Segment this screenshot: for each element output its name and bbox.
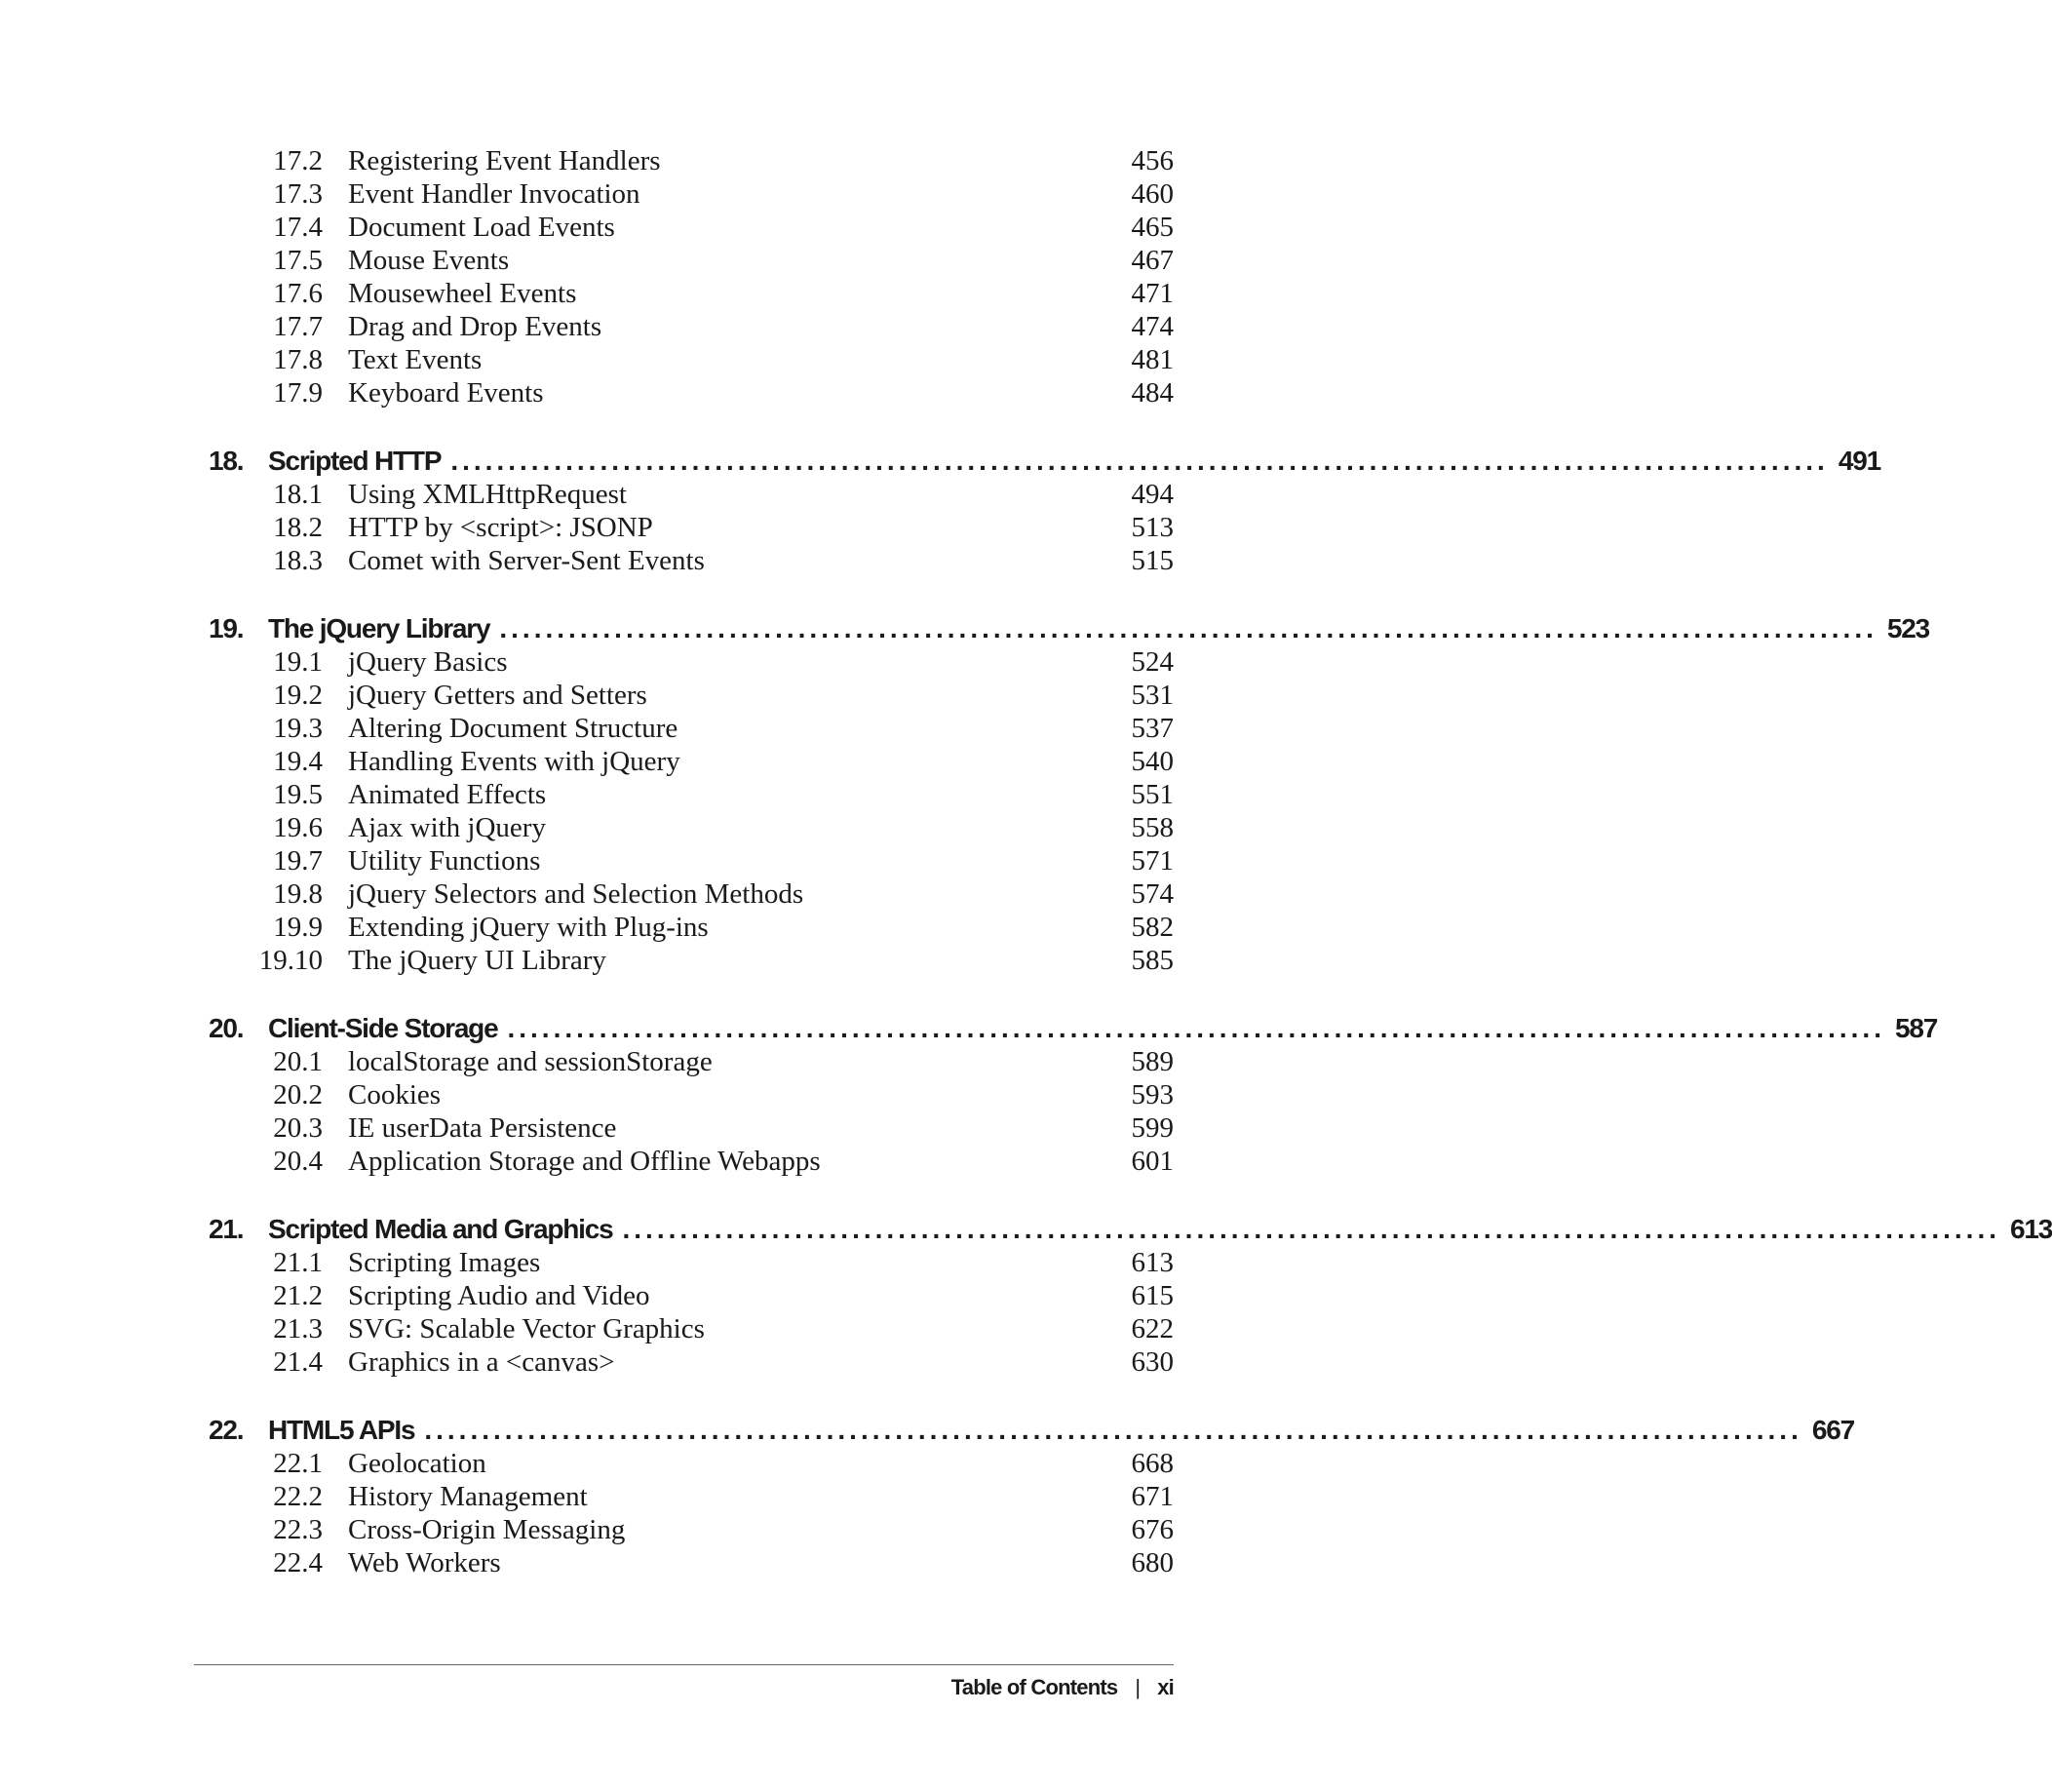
section-number: 17.3: [273, 178, 323, 210]
section-title: Comet with Server-Sent Events: [348, 545, 705, 576]
section-number: 21.4: [273, 1346, 323, 1378]
toc-section-row: [209, 1145, 1174, 1178]
section-title: Graphics in a <canvas>: [348, 1346, 615, 1378]
section-title: Animated Effects: [348, 779, 547, 810]
section-title: HTTP by <script>: JSONP: [348, 512, 653, 543]
table-of-contents: [209, 144, 2052, 1579]
toc-section-row: [209, 1045, 1174, 1078]
section-page-number: 467: [1131, 245, 1174, 276]
section-title: Text Events: [348, 344, 483, 375]
footer-separator: |: [1135, 1675, 1141, 1699]
toc-section-row: [209, 144, 1174, 177]
dot-leader: ........................................................................................................................: [499, 613, 1878, 643]
section-page-number: 680: [1131, 1547, 1174, 1578]
toc-section-row: [209, 745, 1174, 778]
chapter-page-number: 667: [1811, 1415, 1854, 1445]
toc-section-row: [209, 1111, 1174, 1145]
section-page-number: 585: [1131, 945, 1174, 976]
chapter-title: Scripted HTTP: [268, 446, 442, 476]
section-page-number: 593: [1131, 1079, 1174, 1110]
section-page-number: 460: [1131, 178, 1174, 210]
section-page-number: 481: [1131, 344, 1174, 375]
section-title: Mouse Events: [348, 245, 510, 276]
section-title: Scripting Audio and Video: [348, 1280, 650, 1311]
section-title: Document Load Events: [348, 212, 615, 243]
chapter-title: The jQuery Library: [268, 613, 490, 643]
section-title: Web Workers: [348, 1547, 501, 1578]
section-page-number: 494: [1131, 479, 1174, 510]
section-title: Scripting Images: [348, 1247, 541, 1278]
section-number: 17.9: [273, 377, 323, 409]
section-title: Keyboard Events: [348, 377, 544, 409]
section-number: 17.2: [273, 145, 323, 176]
toc-section-row: [209, 811, 1174, 844]
section-number: 19.8: [273, 878, 323, 910]
toc-section-row: [209, 645, 1174, 679]
section-page-number: 622: [1131, 1313, 1174, 1344]
chapter-page-number: 587: [1894, 1013, 1938, 1043]
chapter-title: HTML5 APIs: [268, 1415, 415, 1445]
section-number: 17.5: [273, 245, 323, 276]
toc-section-row: [209, 478, 1174, 511]
section-page-number: 615: [1131, 1280, 1174, 1311]
section-page-number: 524: [1131, 646, 1174, 678]
toc-section-row: [209, 877, 1174, 911]
toc-chapter-row: [209, 1012, 1938, 1045]
section-page-number: 630: [1131, 1346, 1174, 1378]
section-page-number: 515: [1131, 545, 1174, 576]
section-number: 19.7: [273, 845, 323, 877]
section-number: 19.3: [273, 713, 323, 744]
toc-section-row: [209, 343, 1174, 376]
section-title: IE userData Persistence: [348, 1112, 617, 1144]
section-page-number: 558: [1131, 812, 1174, 843]
section-number: 18.3: [273, 545, 323, 576]
section-number: 20.2: [273, 1079, 323, 1110]
section-title: Altering Document Structure: [348, 713, 678, 744]
toc-chapter-row: [209, 612, 1930, 645]
dot-leader: ........................................................................................................................: [450, 446, 1829, 476]
section-title: Handling Events with jQuery: [348, 746, 680, 777]
chapter-number: 20.: [209, 1013, 244, 1043]
dot-leader: ........................................................................................................................: [507, 1013, 1885, 1043]
section-number: 20.1: [273, 1046, 323, 1077]
footer-label: Table of Contents: [950, 1675, 1118, 1699]
chapter-number: 22.: [209, 1415, 244, 1445]
section-page-number: 676: [1131, 1514, 1174, 1545]
toc-section-row: [209, 679, 1174, 712]
toc-section-row: [209, 778, 1174, 811]
chapter-title: Scripted Media and Graphics: [268, 1214, 613, 1244]
toc-section-row: [209, 544, 1174, 577]
page-footer: [951, 1675, 1174, 1700]
section-number: 19.4: [273, 746, 323, 777]
chapter-title: Client-Side Storage: [268, 1013, 498, 1043]
chapter-page-number: 523: [1886, 613, 1930, 643]
toc-section-row: [209, 1246, 1174, 1279]
footer-rule: [194, 1664, 1174, 1665]
section-number: 17.6: [273, 278, 323, 309]
section-title: Application Storage and Offline Webapps: [348, 1146, 821, 1177]
section-page-number: 668: [1131, 1448, 1174, 1479]
chapter-number: 19.: [209, 613, 244, 643]
section-title: Geolocation: [348, 1448, 486, 1479]
section-title: Utility Functions: [348, 845, 541, 877]
section-page-number: 474: [1131, 311, 1174, 342]
toc-section-row: [209, 376, 1174, 409]
chapter-page-number: 613: [2010, 1214, 2052, 1244]
section-number: 21.3: [273, 1313, 323, 1344]
dot-leader: ........................................................................................................................: [424, 1415, 1802, 1445]
section-title: Event Handler Invocation: [348, 178, 640, 210]
toc-chapter-row: [209, 445, 1880, 478]
section-number: 20.4: [273, 1146, 323, 1177]
chapter-page-number: 491: [1838, 446, 1880, 476]
section-page-number: 513: [1131, 512, 1174, 543]
section-page-number: 537: [1131, 713, 1174, 744]
section-title: Drag and Drop Events: [348, 311, 602, 342]
section-title: Cookies: [348, 1079, 442, 1110]
toc-section-row: [209, 511, 1174, 544]
section-page-number: 571: [1131, 845, 1174, 877]
toc-section-row: [209, 944, 1174, 977]
section-number: 22.1: [273, 1448, 323, 1479]
section-number: 17.8: [273, 344, 323, 375]
section-title: Ajax with jQuery: [348, 812, 546, 843]
toc-section-row: [209, 177, 1174, 211]
section-number: 22.4: [273, 1547, 323, 1578]
section-title: jQuery Basics: [348, 646, 508, 678]
toc-section-row: [209, 1480, 1174, 1513]
section-title: Registering Event Handlers: [348, 145, 661, 176]
toc-section-row: [209, 1078, 1174, 1111]
toc-chapter-row: [209, 1414, 1854, 1447]
toc-section-row: [209, 1279, 1174, 1312]
section-number: 21.1: [273, 1247, 323, 1278]
section-page-number: 471: [1131, 278, 1174, 309]
section-number: 19.1: [273, 646, 323, 678]
section-title: History Management: [348, 1481, 588, 1512]
section-number: 19.6: [273, 812, 323, 843]
toc-section-row: [209, 1312, 1174, 1345]
section-title: Cross-Origin Messaging: [348, 1514, 626, 1545]
section-page-number: 531: [1131, 680, 1174, 711]
section-title: Mousewheel Events: [348, 278, 577, 309]
section-number: 21.2: [273, 1280, 323, 1311]
section-number: 19.2: [273, 680, 323, 711]
section-page-number: 589: [1131, 1046, 1174, 1077]
section-number: 18.1: [273, 479, 323, 510]
toc-section-row: [209, 911, 1174, 944]
section-page-number: 599: [1131, 1112, 1174, 1144]
toc-section-row: [209, 1447, 1174, 1480]
section-title: jQuery Getters and Setters: [348, 680, 647, 711]
section-title: jQuery Selectors and Selection Methods: [348, 878, 804, 910]
section-number: 19.9: [273, 912, 323, 943]
toc-section-row: [209, 277, 1174, 310]
toc-section-row: [209, 712, 1174, 745]
chapter-number: 18.: [209, 446, 244, 476]
section-title: SVG: Scalable Vector Graphics: [348, 1313, 705, 1344]
toc-chapter-row: [209, 1213, 2052, 1246]
section-page-number: 582: [1131, 912, 1174, 943]
section-page-number: 671: [1131, 1481, 1174, 1512]
section-page-number: 484: [1131, 377, 1174, 409]
toc-section-row: [209, 844, 1174, 877]
dot-leader: ........................................................................................................................: [622, 1214, 2000, 1244]
toc-section-row: [209, 310, 1174, 343]
section-number: 18.2: [273, 512, 323, 543]
section-title: Extending jQuery with Plug-ins: [348, 912, 709, 943]
section-page-number: 574: [1131, 878, 1174, 910]
toc-section-row: [209, 1513, 1174, 1546]
section-number: 22.2: [273, 1481, 323, 1512]
toc-section-row: [209, 244, 1174, 277]
toc-section-row: [209, 1345, 1174, 1379]
section-number: 22.3: [273, 1514, 323, 1545]
section-title: localStorage and sessionStorage: [348, 1046, 713, 1077]
section-number: 17.7: [273, 311, 323, 342]
section-page-number: 613: [1131, 1247, 1174, 1278]
chapter-number: 21.: [209, 1214, 244, 1244]
section-number: 19.10: [258, 945, 323, 976]
section-number: 17.4: [273, 212, 323, 243]
section-number: 19.5: [273, 779, 323, 810]
section-page-number: 540: [1131, 746, 1174, 777]
section-page-number: 551: [1131, 779, 1174, 810]
footer-page-number: xi: [1157, 1675, 1174, 1699]
section-page-number: 456: [1131, 145, 1174, 176]
section-number: 20.3: [273, 1112, 323, 1144]
toc-section-row: [209, 1546, 1174, 1579]
toc-section-row: [209, 211, 1174, 244]
section-page-number: 465: [1131, 212, 1174, 243]
section-page-number: 601: [1131, 1146, 1174, 1177]
section-title: Using XMLHttpRequest: [348, 479, 627, 510]
section-title: The jQuery UI Library: [348, 945, 606, 976]
